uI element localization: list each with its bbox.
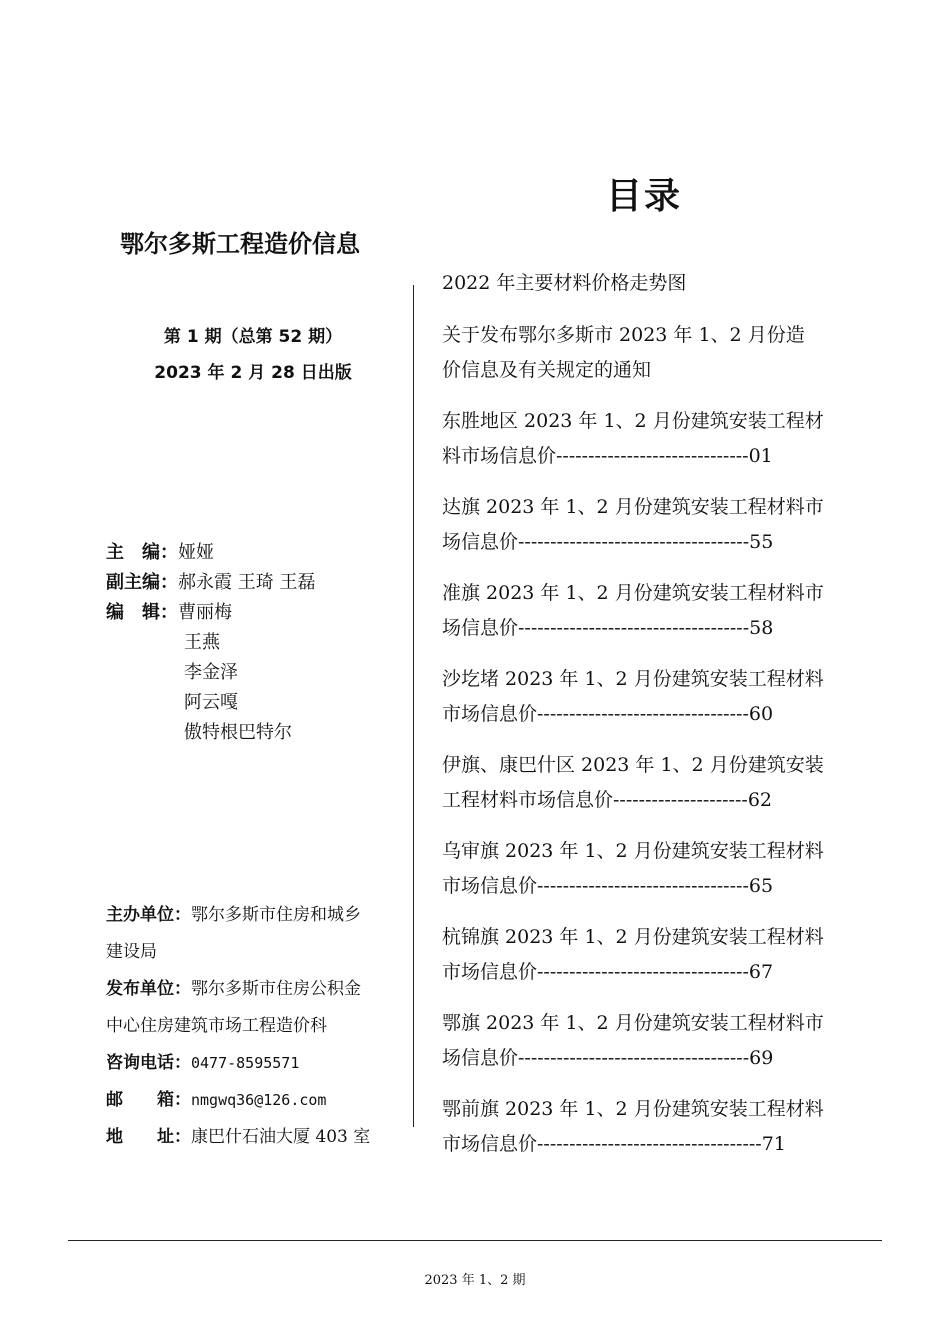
chief-editor-name: 娅娅: [178, 542, 214, 563]
toc-entry-line2: 场信息价------------------------------------55: [442, 531, 774, 553]
toc-entry-line1: 达旗 2023 年 1、2 月份建筑安装工程材料市: [442, 496, 824, 518]
editors-row: [106, 598, 315, 628]
toc-entry-10[interactable]: [442, 1092, 847, 1162]
toc-entry-line1: 伊旗、康巴什区 2023 年 1、2 月份建筑安装: [442, 754, 824, 776]
publisher-info: [106, 897, 396, 1156]
publisher-line1: 鄂尔多斯市住房公积金: [191, 979, 361, 999]
address-label: 地 址：: [106, 1127, 191, 1147]
sponsor-label: 主办单位：: [106, 905, 191, 925]
footer-issue: 2023 年 1、2 期: [424, 1273, 526, 1288]
magazine-title: 鄂尔多斯工程造价信息: [120, 230, 360, 258]
deputy-editor-names: 郝永霞 王琦 王磊: [178, 572, 316, 593]
toc-entry-3[interactable]: [442, 490, 847, 560]
toc-entry-5[interactable]: [442, 662, 847, 732]
phone-row: [106, 1045, 396, 1082]
editor-name: 王燕: [184, 632, 220, 653]
toc-entry-line2: 场信息价------------------------------------69: [442, 1047, 774, 1069]
column-divider: [413, 285, 414, 1127]
toc-entry-7[interactable]: [442, 834, 847, 904]
toc-entry-line2: 市场信息价---------------------------------60: [442, 703, 774, 725]
toc-entry-line1: 鄂旗 2023 年 1、2 月份建筑安装工程材料市: [442, 1012, 824, 1034]
publisher-label: 发布单位：: [106, 979, 191, 999]
toc-entry-4[interactable]: [442, 576, 847, 646]
chief-editor-label: 主 编：: [106, 542, 178, 563]
toc-entry-1[interactable]: [442, 318, 847, 388]
toc-entry-line1: 乌审旗 2023 年 1、2 月份建筑安装工程材料: [442, 840, 824, 862]
staff-block: [106, 538, 315, 748]
toc-entry-line2: 料市场信息价------------------------------01: [442, 445, 773, 467]
sponsor-line1: 鄂尔多斯市住房和城乡: [191, 905, 361, 925]
toc-entry-2[interactable]: [442, 404, 847, 474]
toc-heading: 目录: [606, 176, 683, 217]
deputy-editor-label: 副主编：: [106, 572, 178, 593]
address-value: 康巴什石油大厦 403 室: [191, 1127, 371, 1147]
address-row: [106, 1119, 396, 1156]
toc-entry-9[interactable]: [442, 1006, 847, 1076]
email-address: nmgwq36@126.com: [191, 1091, 327, 1109]
toc-entry-line1: 沙圪堵 2023 年 1、2 月份建筑安装工程材料: [442, 668, 824, 690]
phone-label: 咨询电话：: [106, 1053, 191, 1073]
editor-name: 李金泽: [184, 662, 238, 683]
phone-number: 0477-8595571: [191, 1054, 300, 1072]
email-row: [106, 1082, 396, 1119]
toc-entry-line1: 杭锦旗 2023 年 1、2 月份建筑安装工程材料: [442, 926, 824, 948]
issue-number: 第 1 期（总第 52 期）: [163, 327, 343, 347]
chief-editor-row: [106, 538, 315, 568]
publisher-line2: 中心住房建筑市场工程造价科: [106, 1016, 327, 1036]
toc-entry-line2: 市场信息价-----------------------------------71: [442, 1133, 786, 1155]
toc-entry-line1: 准旗 2023 年 1、2 月份建筑安装工程材料市: [442, 582, 824, 604]
editors-label: 编 辑：: [106, 602, 178, 623]
toc-entry-line2: 市场信息价---------------------------------65: [442, 875, 774, 897]
sponsor-line2: 建设局: [106, 942, 157, 962]
toc-entry-line2: 市场信息价---------------------------------67: [442, 961, 774, 983]
email-label: 邮 箱：: [106, 1090, 191, 1110]
toc-entry-8[interactable]: [442, 920, 847, 990]
toc-entry-line1: 东胜地区 2023 年 1、2 月份建筑安装工程材: [442, 410, 824, 432]
deputy-editor-row: [106, 568, 315, 598]
editor-name: 阿云嘎: [184, 692, 238, 713]
toc-entry-line2: 价信息及有关规定的通知: [442, 359, 652, 381]
footer-rule: [68, 1240, 882, 1241]
publisher-row: [106, 971, 396, 1008]
toc-entry-line2: 工程材料市场信息价---------------------62: [442, 789, 772, 811]
toc-entry-0[interactable]: [442, 266, 847, 301]
publish-date: 2023 年 2 月 28 日出版: [154, 363, 352, 383]
toc-entry-line1: 关于发布鄂尔多斯市 2023 年 1、2 月份造: [442, 324, 805, 346]
sponsor-row: [106, 897, 396, 934]
toc-entry-line1: 鄂前旗 2023 年 1、2 月份建筑安装工程材料: [442, 1098, 824, 1120]
toc-entry-line2: 场信息价------------------------------------58: [442, 617, 774, 639]
toc-entry-6[interactable]: [442, 748, 847, 818]
editor-name: 傲特根巴特尔: [184, 722, 292, 743]
editor-name: 曹丽梅: [178, 602, 232, 623]
toc-entry-line1: 2022 年主要材料价格走势图: [442, 272, 687, 294]
